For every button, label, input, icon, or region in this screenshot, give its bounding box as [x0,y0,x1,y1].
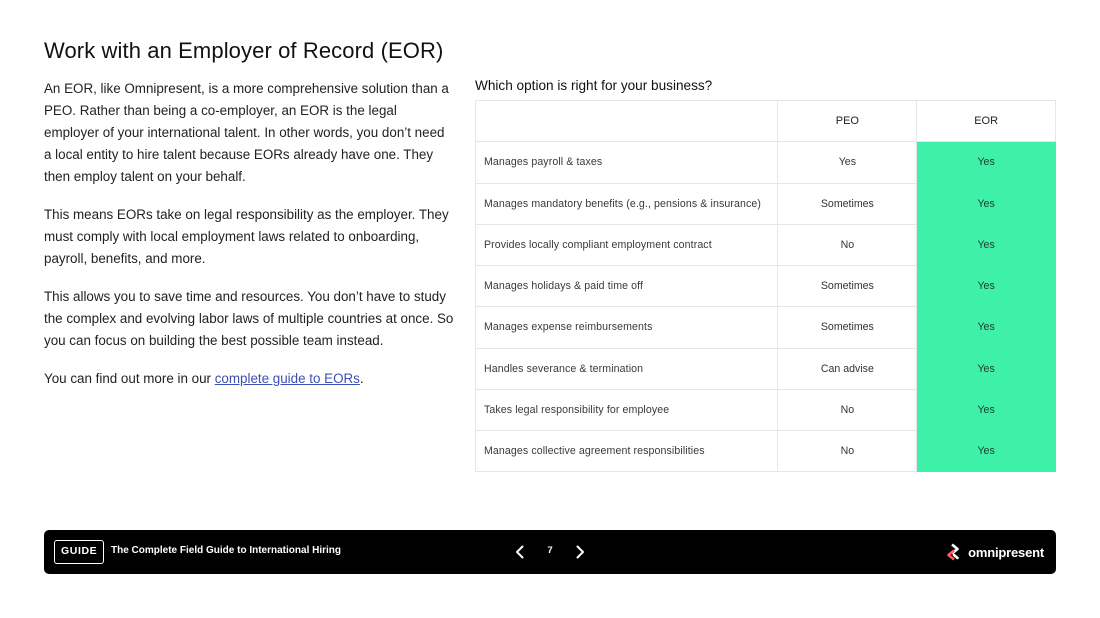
paragraph-4-prefix: You can find out more in our [44,371,215,386]
comparison-question: Which option is right for your business? [475,78,713,93]
row-eor-value: Yes [917,266,1056,307]
comparison-section [475,78,1056,472]
omnipresent-logo-mark-icon [943,542,963,562]
row-eor-value: Yes [917,307,1056,348]
row-feature: Handles severance & termination [476,348,778,389]
row-peo-value: No [778,389,917,430]
chevron-right-icon [570,542,590,562]
table-row [476,183,1056,224]
footer-bar [44,530,1056,574]
paragraph-4-suffix: . [359,371,364,386]
table-header-row [476,101,1056,142]
table-row [476,142,1056,183]
table-row [476,266,1056,307]
paragraph-4 [44,368,454,390]
row-feature: Manages collective agreement responsibilities [476,431,778,472]
row-feature: Manages payroll & taxes [476,142,778,183]
row-eor-value: Yes [917,224,1056,265]
row-eor-value: Yes [917,183,1056,224]
row-feature: Manages expense reimbursements [476,307,778,348]
row-feature: Provides locally compliant employment contract [476,224,778,265]
row-feature: Manages mandatory benefits (e.g., pensions & insurance) [476,183,778,224]
row-feature: Takes legal responsibility for employee [476,389,778,430]
row-feature: Manages holidays & paid time off [476,266,778,307]
row-eor-value: Yes [917,431,1056,472]
row-eor-value: Yes [917,142,1056,183]
paragraph-3: This allows you to save time and resources. You don’t have to study the complex and evolving labor laws of multiple countries at once. So you can focus on building the best possible team instead. [44,289,454,348]
eor-guide-link[interactable]: complete guide to EORs [214,371,360,386]
table-row [476,348,1056,389]
header-peo: PEO [778,101,917,142]
paragraph-2: This means EORs take on legal responsibility as the employer. They must comply with local employment laws related to onboarding, payroll, benefits, and more. [44,207,449,266]
next-page-button[interactable] [570,542,590,562]
body-text [44,78,454,406]
header-eor: EOR [917,101,1056,142]
row-peo-value: Yes [778,142,917,183]
paragraph-1: An EOR, like Omnipresent, is a more comprehensive solution than a PEO. Rather than being a co-employer, an EOR is the legal employer of your international talent. In other words, you don’t need a local entity to hire talent because EORs already have one. They then employ talent on your behalf. [44,81,449,184]
table-row [476,389,1056,430]
row-peo-value: No [778,224,917,265]
comparison-table [475,100,1056,472]
row-eor-value: Yes [917,348,1056,389]
table-row [476,224,1056,265]
table-row [476,307,1056,348]
omnipresent-logo [943,542,1044,562]
row-peo-value: No [778,431,917,472]
row-peo-value: Sometimes [778,307,917,348]
row-peo-value: Can advise [778,348,917,389]
guide-badge: GUIDE [54,540,104,564]
header-feature [476,101,778,142]
chevron-left-icon [510,542,530,562]
row-peo-value: Sometimes [778,266,917,307]
footer-guide-title: The Complete Field Guide to International Hiring [111,545,342,556]
page-title: Work with an Employer of Record (EOR) [44,38,444,63]
logo-text: omnipresent [968,544,1044,560]
row-eor-value: Yes [917,389,1056,430]
row-peo-value: Sometimes [778,183,917,224]
previous-page-button[interactable] [510,542,530,562]
page-number: 7 [547,545,553,556]
table-row [476,431,1056,472]
